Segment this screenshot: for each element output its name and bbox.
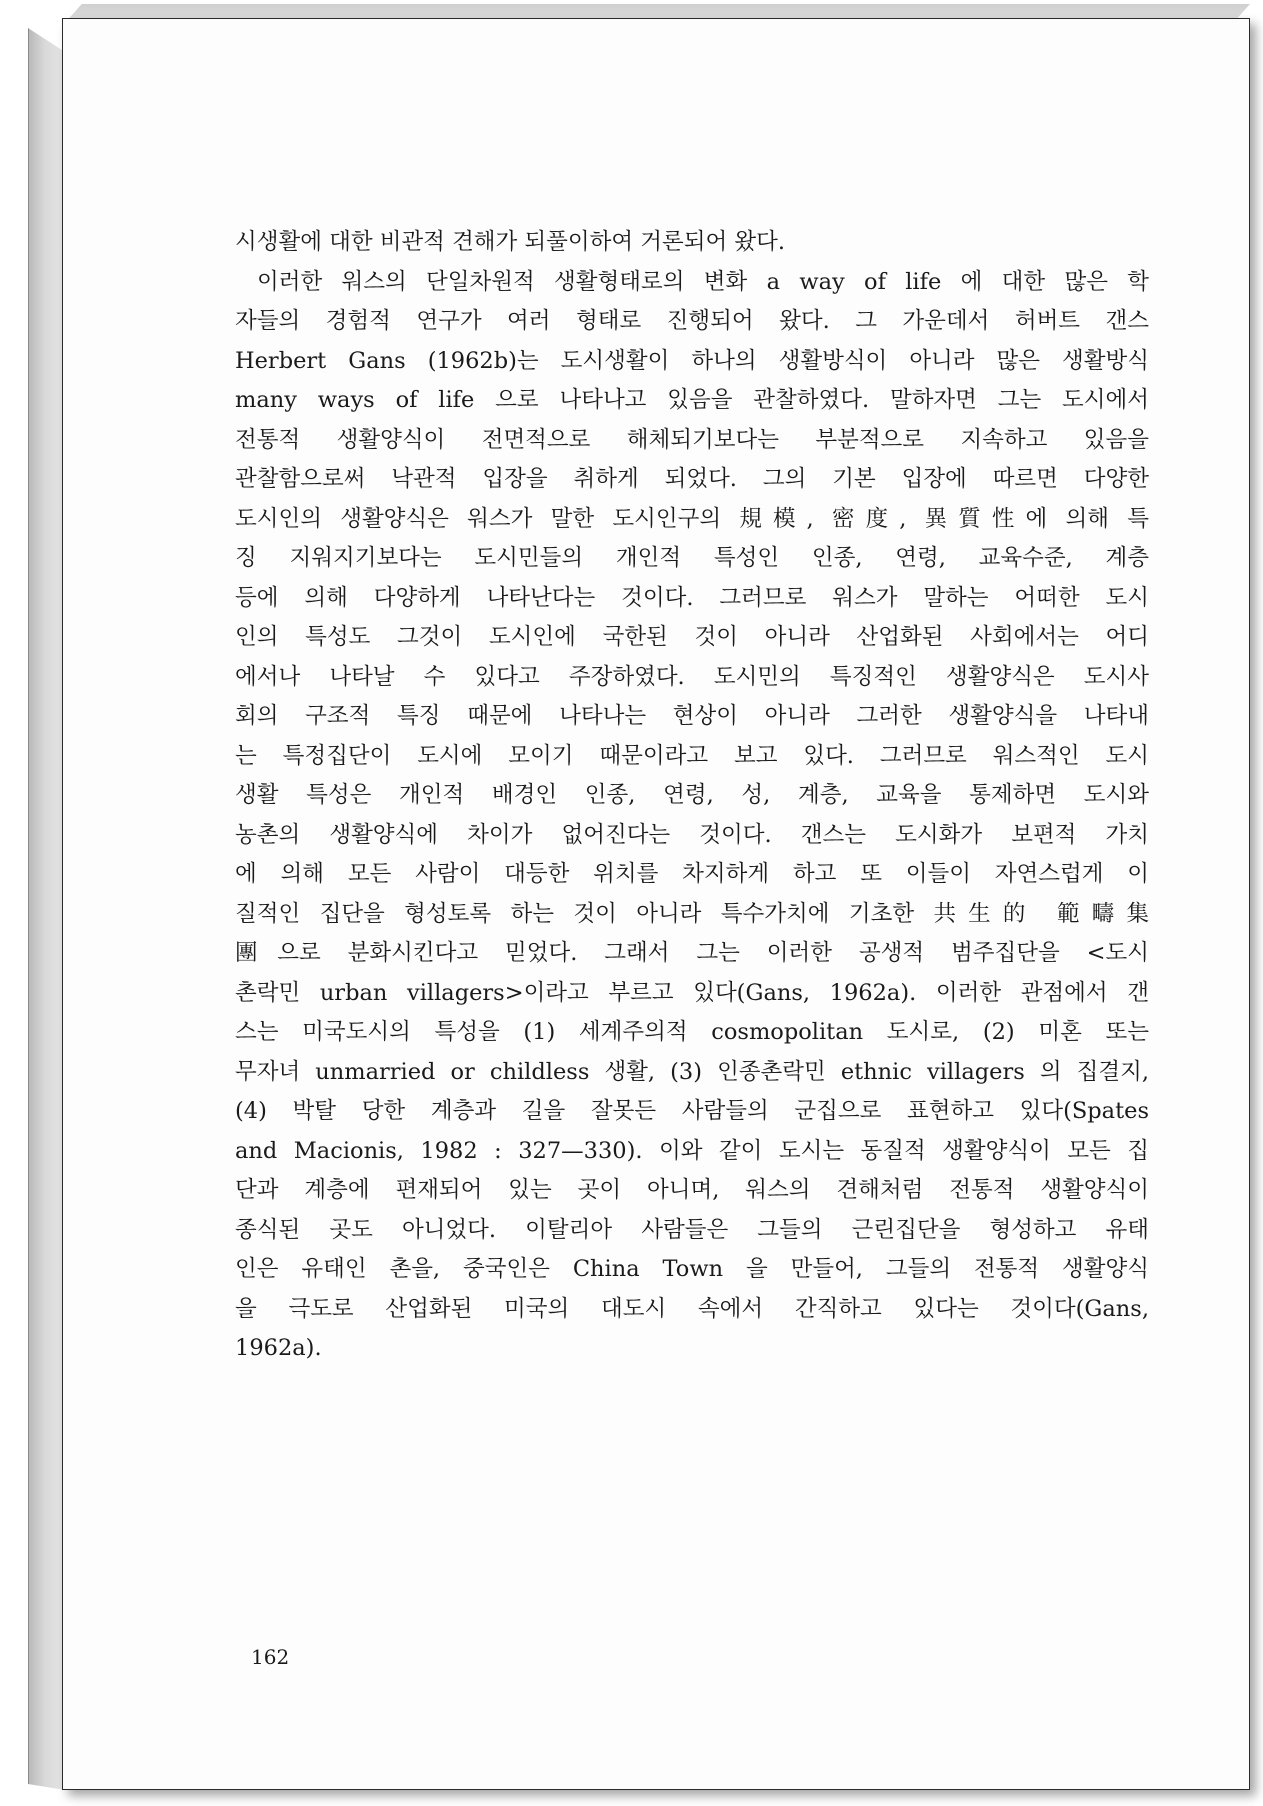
text-line: 에서나 나타날 수 있다고 주장하였다. 도시민의 특징적인 생활양식은 도시사 — [235, 663, 1149, 690]
body-text — [235, 223, 1149, 1369]
text-line: (4) 박탈 당한 계층과 길을 잘못든 사람들의 군집으로 표현하고 있다(Spates — [235, 1098, 1149, 1124]
page-number: 162 — [251, 1645, 290, 1669]
text-line: 등에 의해 다양하게 나타난다는 것이다. 그러므로 워스가 말하는 어떠한 도시 — [235, 584, 1149, 611]
text-line: many ways of life 으로 나타나고 있음을 관찰하였다. 말하자면 그는 도시에서 — [235, 387, 1149, 413]
text-line: 촌락민 urban villagers>이라고 부르고 있다(Gans, 1962a). 이러한 관점에서 갠 — [235, 979, 1149, 1006]
book-page — [62, 18, 1250, 1790]
text-line: 종식된 곳도 아니었다. 이탈리아 사람들은 그들의 근린집단을 형성하고 유태 — [235, 1216, 1149, 1243]
text-line: 인은 유태인 촌을, 중국인은 China Town 을 만들어, 그들의 전통적 생활양식 — [235, 1256, 1149, 1282]
book-spine-edge — [28, 28, 65, 1790]
text-line: 농촌의 생활양식에 차이가 없어진다는 것이다. 갠스는 도시화가 보편적 가치 — [235, 821, 1149, 848]
text-line: 시생활에 대한 비관적 견해가 되풀이하여 거론되어 왔다. — [235, 229, 785, 255]
text-line: 질적인 집단을 형성토록 하는 것이 아니라 특수가치에 기초한 共生的 範疇集 — [235, 900, 1149, 927]
text-line: 징 지워지기보다는 도시민들의 개인적 특성인 인종, 연령, 교육수준, 계층 — [235, 545, 1149, 571]
text-line: 자들의 경험적 연구가 여러 형태로 진행되어 왔다. 그 가운데서 허버트 갠스 — [235, 308, 1149, 334]
text-line: and Macionis, 1982 : 327—330). 이와 같이 도시는 동질적 생활양식이 모든 집 — [235, 1137, 1149, 1164]
text-line: 인의 특성도 그것이 도시인에 국한된 것이 아니라 산업화된 사회에서는 어디 — [235, 624, 1149, 650]
text-line: 회의 구조적 특징 때문에 나타나는 현상이 아니라 그러한 생활양식을 나타내 — [235, 703, 1149, 729]
text-line: Herbert Gans (1962b)는 도시생활이 하나의 생활방식이 아니라 많은 생활방식 — [235, 347, 1149, 374]
text-line: 생활 특성은 개인적 배경인 인종, 연령, 성, 계층, 교육을 통제하면 도시와 — [235, 782, 1149, 808]
text-line: 는 특정집단이 도시에 모이기 때문이라고 보고 있다. 그러므로 워스적인 도시 — [235, 742, 1149, 769]
text-line: 단과 계층에 편재되어 있는 곳이 아니며, 워스의 견해처럼 전통적 생활양식이 — [235, 1177, 1149, 1203]
text-line: 스는 미국도시의 특성을 (1) 세계주의적 cosmopolitan 도시로, (2) 미혼 또는 — [235, 1019, 1149, 1045]
text-line: 團으로 분화시킨다고 믿었다. 그래서 그는 이러한 공생적 범주집단을 <도시 — [235, 940, 1149, 966]
text-line: 무자녀 unmarried or childless 생활, (3) 인종촌락민 ethnic villagers 의 집결지, — [235, 1058, 1149, 1085]
text-line: 전통적 생활양식이 전면적으로 해체되기보다는 부분적으로 지속하고 있음을 — [235, 426, 1149, 453]
text-line: 을 극도로 산업화된 미국의 대도시 속에서 간직하고 있다는 것이다(Gans, — [235, 1295, 1149, 1322]
text-line: 관찰함으로써 낙관적 입장을 취하게 되었다. 그의 기본 입장에 따르면 다양한 — [235, 466, 1149, 492]
text-line: 도시인의 생활양식은 워스가 말한 도시인구의 規模, 密度, 異質性에 의해 특 — [235, 505, 1149, 532]
text-line: 1962a). — [235, 1335, 322, 1361]
text-line: 에 의해 모든 사람이 대등한 위치를 차지하게 하고 또 이들이 자연스럽게 이 — [235, 861, 1149, 887]
text-line: 이러한 워스의 단일차원적 생활형태로의 변화 a way of life 에 대한 많은 학 — [257, 268, 1149, 295]
